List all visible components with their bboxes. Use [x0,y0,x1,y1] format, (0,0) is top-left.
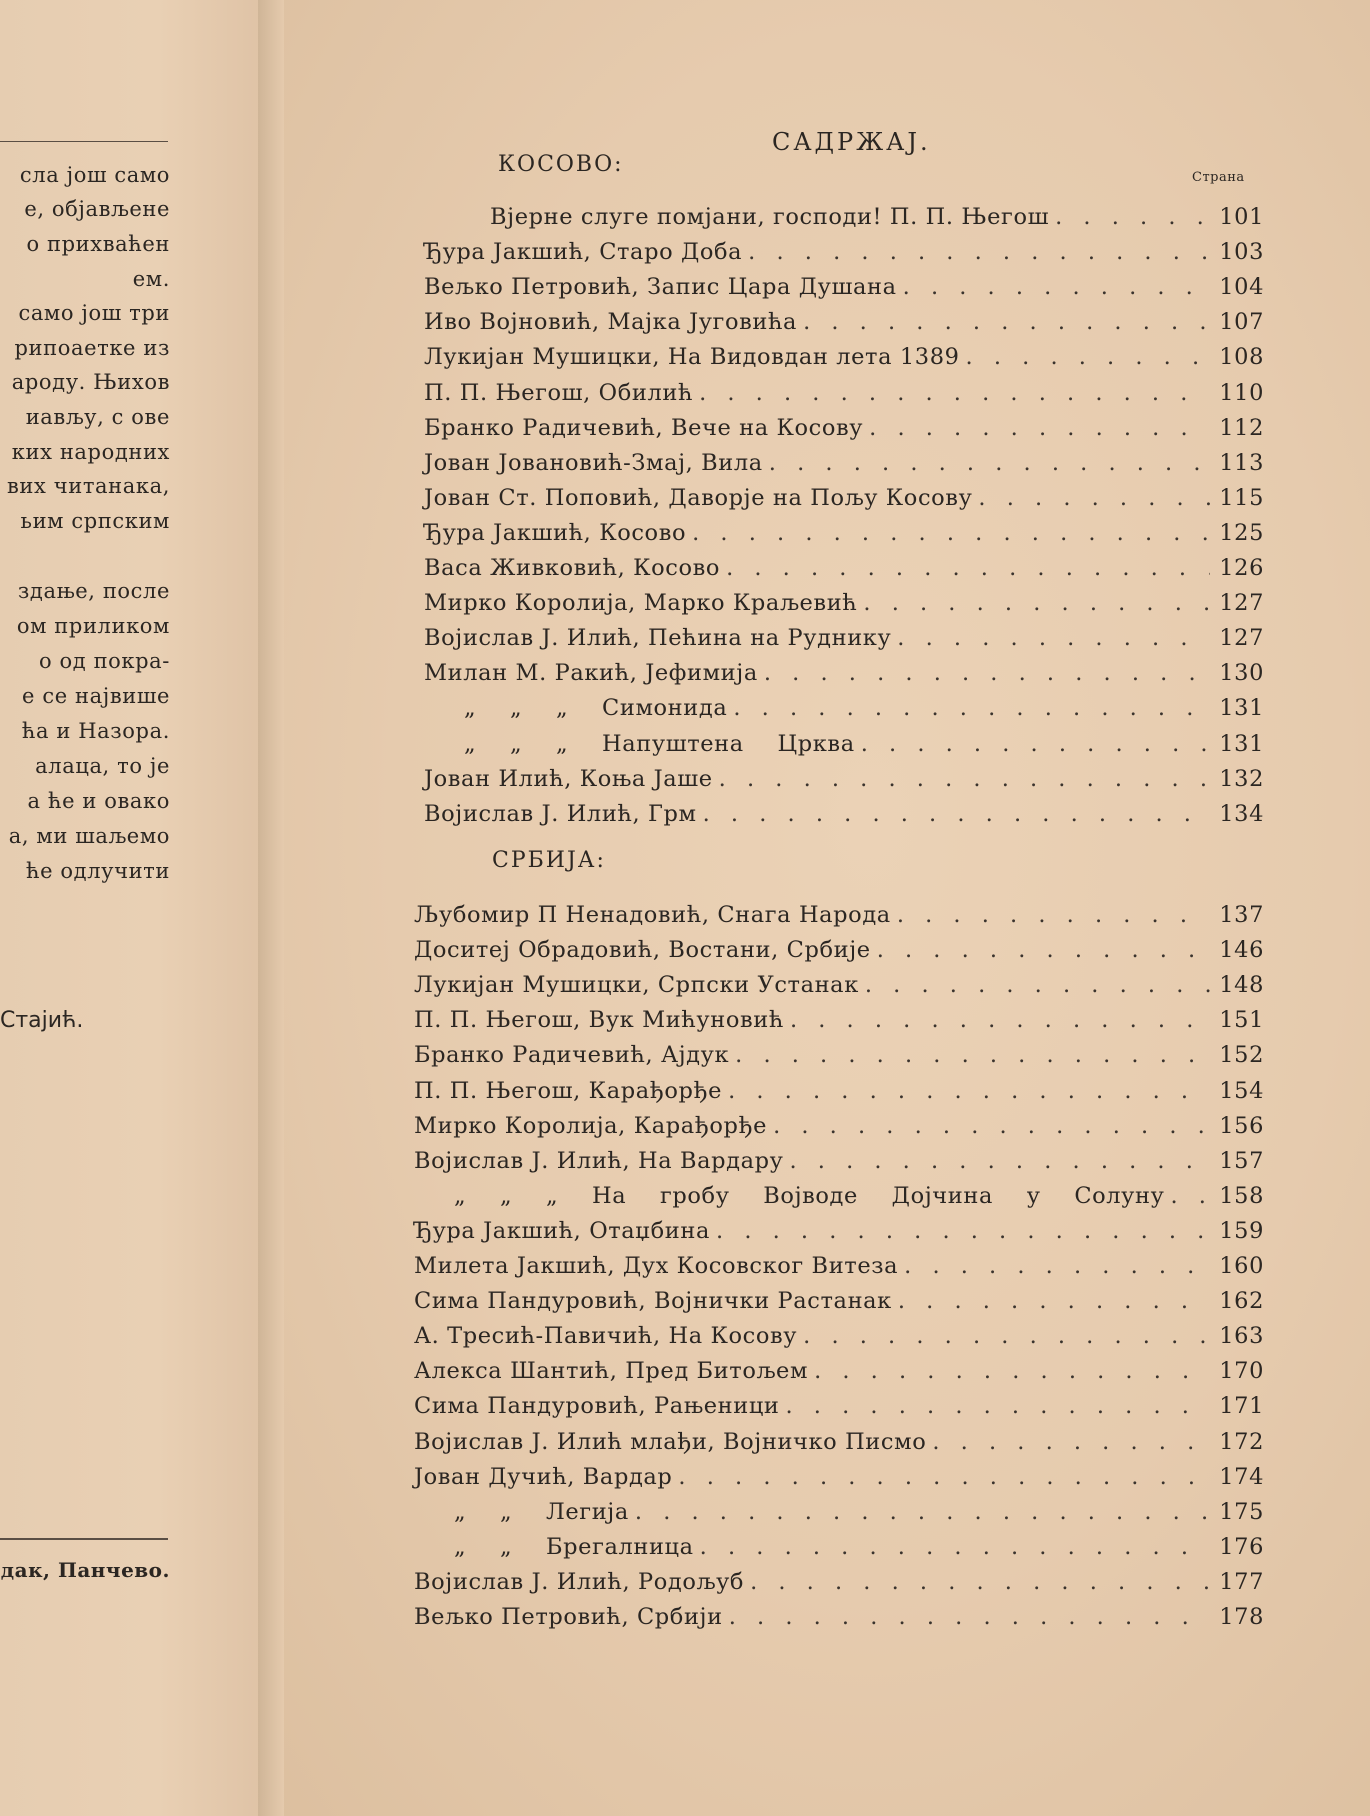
toc-entry [490,202,1264,232]
dot-leader [903,272,1210,302]
toc-entry-title: Бранко Радичевић, Вече на Косову [424,414,864,441]
dot-leader [769,448,1210,478]
dot-leader [877,935,1210,965]
toc-entry-page-number: 134 [1219,800,1264,827]
toc-entry-title: Војислав Ј. Илић млађи, Војничко Писмо [414,1428,927,1455]
dot-leader [748,237,1210,267]
dot-leader [897,900,1210,930]
toc-entry-title: „ „ Брегалница [454,1533,694,1560]
toc-entry-page-number: 126 [1219,555,1264,581]
dot-leader [898,1286,1210,1316]
toc-entry-page-number: 152 [1219,1042,1264,1069]
toc-entry-title: Вјерне слуге помјани, господи! П. П. Његош [490,204,1050,230]
toc-entry-page-number: 107 [1219,309,1264,336]
toc-entry [424,588,1264,618]
dot-leader [789,1146,1210,1176]
toc-entry [414,1532,1264,1562]
toc-entry [424,729,1264,759]
toc-entry-title: „ „ „ Напуштена Црква [464,730,855,757]
toc-entry-title: Сима Пандуровић, Рањеници [414,1393,780,1420]
toc-entry-title: Војислав Ј. Илић, Родољуб [414,1568,745,1595]
toc-entry-page-number: 171 [1219,1393,1264,1420]
toc-entry-page-number: 131 [1219,695,1264,722]
left-page-printer-line: дак, Панчево. [0,1558,170,1582]
toc-entry [414,1251,1264,1281]
section-heading: КОСОВО: [498,152,624,177]
toc-entry-title: Мирко Королија, Марко Краљевић [424,590,858,617]
dot-leader [773,1111,1210,1141]
toc-entry-page-number: 132 [1219,765,1264,792]
toc-entry-title: Бранко Радичевић, Ајдук [414,1042,730,1069]
toc-entry-page-number: 108 [1219,344,1264,371]
dot-leader [932,1427,1210,1457]
toc-entry [424,448,1264,478]
toc-entry [424,413,1264,443]
dot-leader [966,342,1210,372]
toc-entry [414,1321,1264,1351]
dot-leader [735,1040,1210,1070]
toc-entry [414,1005,1264,1035]
toc-entry-page-number: 151 [1219,1007,1264,1034]
toc-entry [414,1181,1264,1211]
toc-entry-title: Милета Јакшић, Дух Косовског Витеза [414,1253,899,1279]
toc-entry-page-number: 115 [1219,484,1264,511]
toc-entry [424,272,1264,302]
toc-entry-page-number: 178 [1219,1604,1264,1630]
dot-leader [814,1356,1210,1386]
left-page-line: е, објављене [24,197,170,221]
toc-entry [424,623,1264,653]
toc-entry [424,237,1264,267]
left-page-line: здање, после [17,579,170,603]
toc-entry-title: Доситеј Обрадовић, Востани, Србије [414,937,871,964]
dot-leader [635,1497,1210,1527]
toc-entry [414,1076,1264,1106]
toc-entry-title: Јован Илић, Коња Јаше [424,765,713,792]
toc-entry [424,518,1264,548]
dot-leader [726,553,1210,583]
toc-entry-page-number: 131 [1219,730,1264,757]
toc-entry-page-number: 137 [1219,902,1264,928]
toc-entry [414,1497,1264,1527]
dot-leader [678,1462,1210,1492]
dot-leader [692,518,1210,548]
dot-leader [728,1076,1210,1106]
dot-leader [786,1391,1211,1421]
toc-entry [414,1356,1264,1386]
toc-entry [414,1462,1264,1492]
toc-entry-page-number: 170 [1219,1358,1264,1385]
left-page-signature: Стајић. [0,1008,84,1033]
toc-entry-page-number: 157 [1219,1147,1264,1174]
toc-entry-page-number: 162 [1219,1288,1264,1315]
toc-entry-title: Ђура Јакшић, Отаџбина [414,1217,711,1244]
toc-entry-title: П. П. Његош, Вук Мићуновић [414,1007,784,1034]
toc-entry-page-number: 163 [1219,1323,1264,1350]
page-title: САДРЖАЈ. [772,128,931,156]
section-heading: СРБИЈА: [492,848,606,873]
toc-entry [424,799,1264,829]
dot-leader [700,1532,1210,1562]
toc-entry [414,1427,1264,1457]
dot-leader [790,1005,1210,1035]
toc-entry-page-number: 110 [1219,379,1264,406]
left-page-line: а ће и овако [27,789,170,813]
toc-entry-title: Љубомир П Ненадовић, Снага Народа [414,902,891,928]
toc-entry [424,483,1264,513]
toc-entry-page-number: 154 [1219,1077,1264,1104]
toc-entry-page-number: 172 [1219,1428,1264,1455]
toc-entry-title: Војислав Ј. Илић, Грм [424,800,697,827]
toc-entry-title: А. Тресић-Павичић, На Косову [414,1323,798,1350]
left-page-bottom-rule [0,1538,168,1540]
toc-entry-page-number: 103 [1219,239,1264,266]
toc-entry [424,307,1264,337]
dot-leader [865,970,1210,1000]
left-facing-page [0,0,262,1816]
toc-entry [414,1040,1264,1070]
dot-leader [803,1321,1210,1351]
toc-entry [424,342,1264,372]
toc-entry-page-number: 159 [1219,1217,1264,1244]
dot-leader [699,378,1210,408]
dot-leader [978,483,1210,513]
left-page-line: ьим српским [20,509,170,533]
left-page-line: о прихваћен [26,232,170,256]
toc-entry-title: Васа Живковић, Косово [424,555,721,581]
left-page-line: ће одлучити [26,859,170,883]
left-page-line: е се највише [22,684,170,708]
toc-entry [414,1567,1264,1597]
left-page-line: само још три [18,301,170,325]
dot-leader [750,1567,1210,1597]
left-page-line: а, ми шаљемо [8,824,170,848]
toc-entry-page-number: 160 [1219,1253,1264,1279]
toc-entry [414,1286,1264,1316]
toc-entry-title: Војислав Ј. Илић, Пећина на Руднику [424,625,892,652]
dot-leader [716,1216,1210,1246]
dot-leader [803,307,1210,337]
toc-entry-title: П. П. Његош, Обилић [424,379,694,406]
toc-entry-page-number: 146 [1219,937,1264,964]
toc-entry-page-number: 177 [1219,1568,1264,1595]
toc-entry [414,970,1264,1000]
toc-entry [424,693,1264,723]
toc-entry-page-number: 125 [1219,519,1264,546]
dot-leader [904,1251,1210,1281]
toc-entry-page-number: 104 [1219,274,1264,301]
toc-entry [414,1216,1264,1246]
dot-leader [764,658,1210,688]
toc-entry-title: Војислав Ј. Илић, На Вардару [414,1147,784,1174]
toc-entry-title: Алекса Шантић, Пред Битољем [414,1358,809,1385]
toc-entry-page-number: 101 [1219,204,1264,230]
left-page-line: вих читанака, [7,474,170,498]
toc-entry-page-number: 148 [1219,972,1264,999]
toc-entry [424,553,1264,583]
toc-entry-title: Лукијан Мушицки, На Видовдан лета 1389 [424,344,960,371]
dot-leader [1055,202,1210,232]
left-page-line: ких народних [11,440,170,464]
toc-entry [414,1602,1264,1632]
toc-entry-title: Иво Војновић, Мајка Југовића [424,309,798,336]
dot-leader [897,623,1210,653]
toc-entry [414,935,1264,965]
toc-entry-title: Вељко Петровић, Запис Цара Душана [424,274,897,301]
left-page-line: иављу, с ове [25,405,170,429]
dot-leader [719,764,1210,794]
toc-entry-title: Милан М. Ракић, Јефимија [424,660,758,687]
toc-entry-title: Јован Јовановић-Змај, Вила [424,449,763,476]
dot-leader [1170,1181,1210,1211]
toc-entry-title: „ „ „ На гробу Војводе Дојчина у Солуну [454,1182,1165,1209]
left-page-line: о од покра- [39,649,170,673]
left-page-top-rule [0,141,168,142]
toc-entry [424,764,1264,794]
toc-entry-page-number: 127 [1219,590,1264,617]
dot-leader [863,588,1210,618]
toc-entry [424,378,1264,408]
toc-entry-page-number: 127 [1219,625,1264,652]
dot-leader [869,413,1210,443]
left-page-line: алаца, то је [35,754,170,778]
toc-entry-title: Јован Дучић, Вардар [414,1463,673,1490]
toc-entry-title: П. П. Његош, Карађорђе [414,1077,723,1104]
toc-entry [414,900,1264,930]
toc-entry [414,1111,1264,1141]
left-page-line: ароду. Њихов [11,370,170,394]
toc-entry-page-number: 112 [1219,414,1264,441]
toc-entry-page-number: 176 [1219,1533,1264,1560]
dot-leader [733,693,1210,723]
toc-entry-title: Вељко Петровић, Србији [414,1604,723,1630]
toc-entry-title: Лукијан Мушицки, Српски Устанак [414,972,859,999]
toc-entry-title: Мирко Королија, Карађорђе [414,1112,768,1139]
toc-entry-page-number: 158 [1219,1182,1264,1209]
left-page-line: ом приликом [16,614,170,638]
toc-entry-title: „ „ „ Симонида [464,695,728,722]
toc-entry-page-number: 130 [1219,660,1264,687]
page-gutter-edge [258,0,284,1816]
toc-entry-title: Ђура Јакшић, Косово [424,519,687,546]
toc-entry-title: „ „ Легија [454,1498,629,1525]
toc-entry [414,1146,1264,1176]
left-page-line: ћа и Назора. [21,719,170,743]
dot-leader [729,1602,1210,1632]
dot-leader [861,729,1210,759]
page-column-label: Страна [1192,170,1245,185]
toc-entry-page-number: 113 [1219,449,1264,476]
left-page-line: сла још само [19,163,170,187]
toc-entry [424,658,1264,688]
left-page-line: рипоаетке из [14,336,170,360]
dot-leader [703,799,1210,829]
toc-entry-title: Сима Пандуровић, Војнички Растанак [414,1288,892,1315]
left-page-line: ем. [132,267,170,291]
toc-entry-page-number: 174 [1219,1463,1264,1490]
toc-entry-page-number: 156 [1219,1112,1264,1139]
toc-entry-page-number: 175 [1219,1498,1264,1525]
toc-entry-title: Ђура Јакшић, Старо Доба [424,239,743,266]
toc-entry [414,1391,1264,1421]
toc-entry-title: Јован Ст. Поповић, Даворје на Пољу Косову [424,484,973,511]
